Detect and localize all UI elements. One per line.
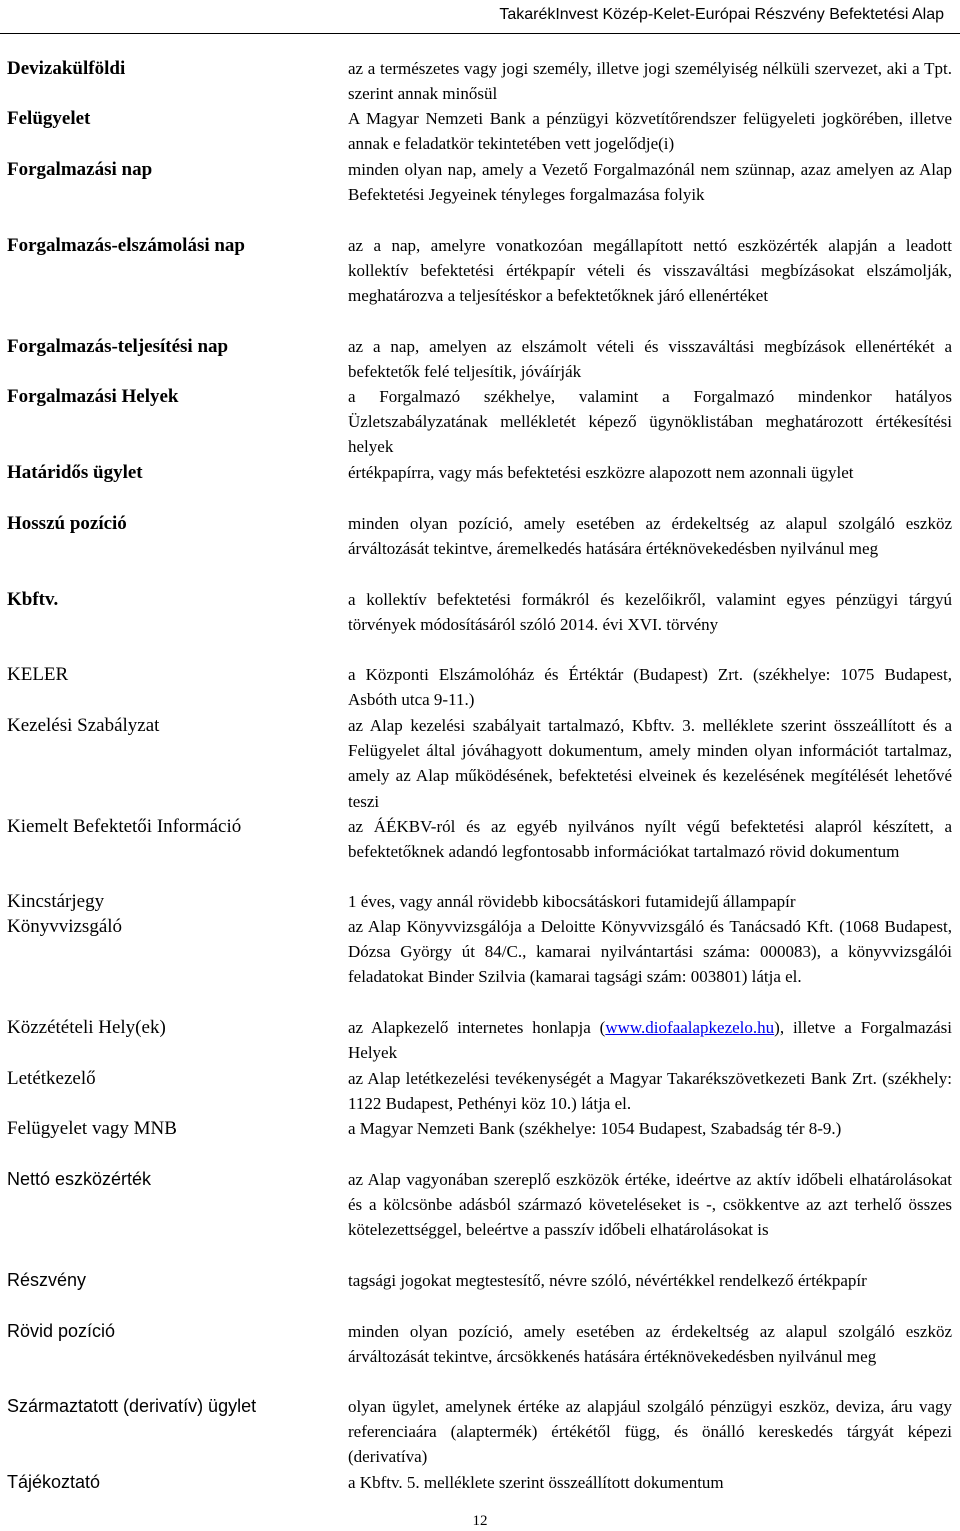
term: Felügyelet vagy MNB — [7, 1118, 177, 1139]
definition: az ÁÉKBV-ról és az egyéb nyilvános nyílt végű befektetési alapról készített, a befektetőknek adandó legfontosabb információkat tartalmazó rövid dokumentum — [348, 817, 952, 862]
term: Közzétételi Hely(ek) — [7, 1017, 166, 1038]
term: Forgalmazási nap — [7, 159, 153, 180]
running-header: TakarékInvest Közép-Kelet-Európai Részvény Befektetési Alap — [499, 6, 944, 23]
definition: minden olyan nap, amely a Vezető Forgalmazónál nem szünnap, azaz amelyen az Alap Befektetési Jegyeinek tényleges forgalmazása folyik — [348, 160, 952, 205]
term: Kincstárjegy — [7, 891, 105, 912]
term: Forgalmazás-teljesítési nap — [7, 336, 229, 357]
term: Felügyelet — [7, 108, 91, 129]
definition: minden olyan pozíció, amely esetében az érdekeltség az alapul szolgáló eszköz árváltozását tekintve, árcsökkenés hatására értéknövekedésben nyilvánul meg — [348, 1322, 952, 1367]
definition: a Magyar Nemzeti Bank (székhelye: 1054 Budapest, Szabadság tér 8-9.) — [348, 1119, 842, 1138]
definition: 1 éves, vagy annál rövidebb kibocsátáskori futamidejű állampapír — [348, 892, 796, 911]
definition: olyan ügylet, amelynek értéke az alapjául szolgáló pénzügyi eszköz, deviza, áru vagy referenciaára (alaptermék) értékétől függ, és önálló kereskedés tárgyát képezi (derivatíva) — [348, 1397, 952, 1467]
definition-text: ), illetve a Forgalmazási Helyek — [348, 1018, 952, 1063]
definition-text: az Alapkezelő internetes honlapja ( — [348, 1018, 606, 1037]
header-rule — [0, 33, 960, 34]
definition: az a természetes vagy jogi személy, illetve jogi személyiség nélküli szervezet, aki a Tpt. szerint annak minősül — [348, 59, 952, 104]
term: Forgalmazási Helyek — [7, 386, 179, 407]
term: Könyvvizsgáló — [7, 916, 123, 937]
term: Rövid pozíció — [7, 1321, 116, 1341]
definition: az Alap kezelési szabályait tartalmazó, Kbftv. 3. melléklete szerint összeállított és a Felügyelet által jóváhagyott dokumentum, amely minden olyan információt tartalmaz, amely az Alap működésének, befektetési elveinek és kezelésének megítélését lehetővé teszi — [348, 716, 952, 811]
term: Nettó eszközérték — [7, 1169, 152, 1189]
term: Devizakülföldi — [7, 58, 126, 79]
definition: a Központi Elszámolóház és Értéktár (Budapest) Zrt. (székhelye: 1075 Budapest, Asbóth utca 9-11.) — [348, 665, 952, 710]
term: KELER — [7, 664, 69, 685]
term: Letétkezelő — [7, 1068, 96, 1089]
term: Kezelési Szabályzat — [7, 715, 160, 736]
term: Hosszú pozíció — [7, 513, 127, 534]
definition — [348, 1015, 952, 1065]
website-link[interactable]: www.diofaalapkezelo.hu — [605, 1018, 775, 1037]
term: Határidős ügylet — [7, 462, 143, 483]
definition: a Kbftv. 5. melléklete szerint összeállított dokumentum — [348, 1473, 724, 1492]
term: Forgalmazás-elszámolási nap — [7, 235, 246, 256]
definition: értékpapírra, vagy más befektetési eszközre alapozott nem azonnali ügylet — [348, 463, 854, 482]
term: Kiemelt Befektetői Információ — [7, 816, 242, 837]
definition: az Alap letétkezelési tevékenységét a Magyar Takarékszövetkezeti Bank Zrt. (székhely: 1122 Budapest, Pethényi köz 10.) látja el. — [348, 1069, 952, 1114]
term: Kbftv. — [7, 589, 59, 610]
definition: az Alap vagyonában szereplő eszközök értéke, ideértve az aktív időbeli elhatárolásokat és a kölcsönbe adásból származó követeléseket is -, csökkentve az azt terhelő összes kötelezettséggel, beleértve a passzív időbeli elhatárolásokat is — [348, 1170, 952, 1240]
definition: a Forgalmazó székhelye, valamint a Forgalmazó mindenkor hatályos Üzletszabályzatának mellékletét képező ügynöklistában meghatározott értékesítési helyek — [348, 387, 952, 457]
definition: a kollektív befektetési formákról és kezelőikről, valamint egyes pénzügyi tárgyú törvények módosításáról szóló 2014. évi XVI. törvény — [348, 590, 952, 635]
term: Tájékoztató — [7, 1472, 101, 1492]
term: Származtatott (derivatív) ügylet — [7, 1396, 257, 1416]
definition: tagsági jogokat megtestesítő, névre szóló, névértékkel rendelkező értékpapír — [348, 1271, 867, 1290]
definition: az Alap Könyvvizsgálója a Deloitte Könyvvizsgáló és Tanácsadó Kft. (1068 Budapest, Dózsa György út 84/C., kamarai nyilvántartási száma: 000083), a könyvvizsgálói feladatokat Binder Szilvia (kamarai tagsági szám: 003801) látja el. — [348, 917, 952, 987]
definition: az a nap, amelyen az elszámolt vételi és visszaváltási megbízások ellenértékét a befektetők felé teljesítik, jóváírják — [348, 337, 952, 382]
definition: az a nap, amelyre vonatkozóan megállapított nettó eszközérték alapján a leadott kollektív befektetési értékpapír vételi és visszaváltási megbízásokat elszámolják, meghatározva a teljesítéskor a befektetőknek járó ellenértéket — [348, 236, 952, 306]
definition: A Magyar Nemzeti Bank a pénzügyi közvetítőrendszer felügyeleti jogkörében, illetve annak e feladatkör tekintetében vett jogelődje(i) — [348, 109, 952, 154]
term: Részvény — [7, 1270, 87, 1290]
page-number: 12 — [472, 1513, 488, 1529]
definition: minden olyan pozíció, amely esetében az érdekeltség az alapul szolgáló eszköz árváltozását tekintve, áremelkedés hatására értéknövekedésben nyilvánul meg — [348, 514, 952, 559]
